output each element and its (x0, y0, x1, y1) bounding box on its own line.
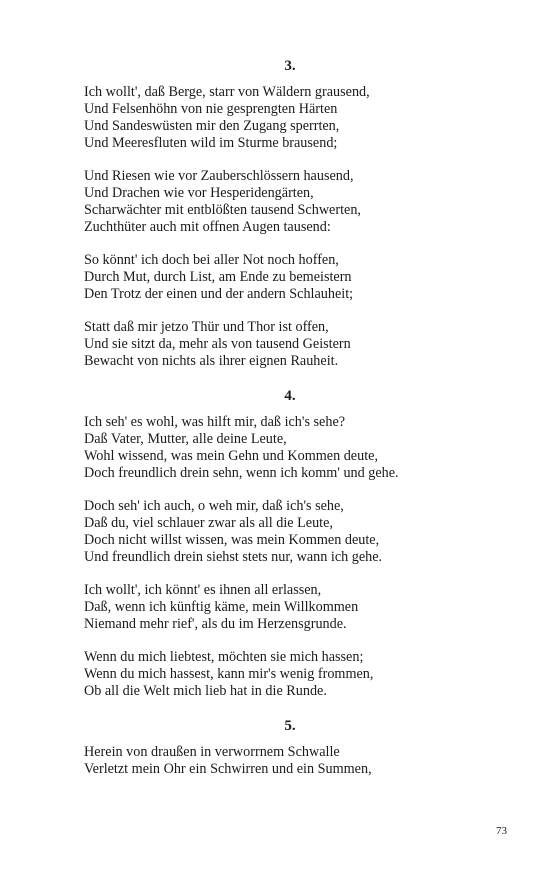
verse-line: Und Sandeswüsten mir den Zugang sperrten, (84, 118, 340, 134)
verse-line: Wenn du mich hassest, kann mir's wenig frommen, (84, 666, 374, 682)
verse-line: So könnt' ich doch bei aller Not noch hoffen, (84, 252, 339, 268)
verse-line: Ob all die Welt mich lieb hat in die Runde. (84, 683, 327, 699)
verse-line: Durch Mut, durch List, am Ende zu bemeistern (84, 269, 352, 285)
stanza (84, 168, 484, 236)
verse-line: Doch nicht willst wissen, was mein Kommen deute, (84, 532, 380, 548)
stanza (84, 252, 484, 303)
verse-line: Und Felsenhöhn von nie gesprengten Härten (84, 101, 338, 117)
section-number: 4. (284, 388, 296, 404)
verse-line: Und Drachen wie vor Hesperidengärten, (84, 185, 314, 201)
verse-line: Und sie sitzt da, mehr als von tausend Geistern (84, 336, 351, 352)
stanza (84, 319, 484, 370)
verse-line: Daß du, viel schlauer zwar als all die Leute, (84, 515, 333, 531)
verse-line: Scharwächter mit entblößten tausend Schwerten, (84, 202, 361, 218)
verse-line: Daß, wenn ich künftig käme, mein Willkommen (84, 599, 359, 615)
section-3 (84, 56, 484, 370)
stanza (84, 582, 484, 633)
verse-line: Ich wollt', daß Berge, starr von Wäldern grausend, (84, 84, 370, 100)
verse-line: Den Trotz der einen und der andern Schlauheit; (84, 286, 354, 302)
verse-line: Und freundlich drein siehst stets nur, wann ich gehe. (84, 549, 383, 565)
verse-line: Bewacht von nichts als ihrer eignen Rauheit. (84, 353, 339, 369)
verse-line: Doch seh' ich auch, o weh mir, daß ich's sehe, (84, 498, 344, 514)
verse-line: Wenn du mich liebtest, möchten sie mich hassen; (84, 649, 364, 665)
verse-line: Wohl wissend, was mein Gehn und Kommen deute, (84, 448, 378, 464)
verse-line: Daß Vater, Mutter, alle deine Leute, (84, 431, 287, 447)
verse-line: Verletzt mein Ohr ein Schwirren und ein Summen, (84, 761, 372, 777)
section-5 (84, 716, 484, 778)
page-number: 73 (496, 825, 507, 837)
section-number: 5. (284, 718, 296, 734)
stanza (84, 414, 484, 482)
verse-line: Niemand mehr rief', als du im Herzensgrunde. (84, 616, 347, 632)
verse-line: Herein von draußen in verworrnem Schwalle (84, 744, 340, 760)
verse-line: Und Meeresfluten wild im Sturme brausend; (84, 135, 338, 151)
section-number: 3. (284, 58, 296, 74)
poem-text (84, 56, 484, 778)
stanza (84, 649, 484, 700)
verse-line: Und Riesen wie vor Zauberschlössern hausend, (84, 168, 354, 184)
verse-line: Doch freundlich drein sehn, wenn ich komm' und gehe. (84, 465, 399, 481)
stanza (84, 84, 484, 152)
verse-line: Ich seh' es wohl, was hilft mir, daß ich's sehe? (84, 414, 346, 430)
verse-line: Statt daß mir jetzo Thür und Thor ist offen, (84, 319, 329, 335)
section-4 (84, 386, 484, 700)
stanza (84, 498, 484, 566)
verse-line: Ich wollt', ich könnt' es ihnen all erlassen, (84, 582, 322, 598)
stanza (84, 744, 484, 778)
verse-line: Zuchthüter auch mit offnen Augen tausend: (84, 219, 331, 235)
